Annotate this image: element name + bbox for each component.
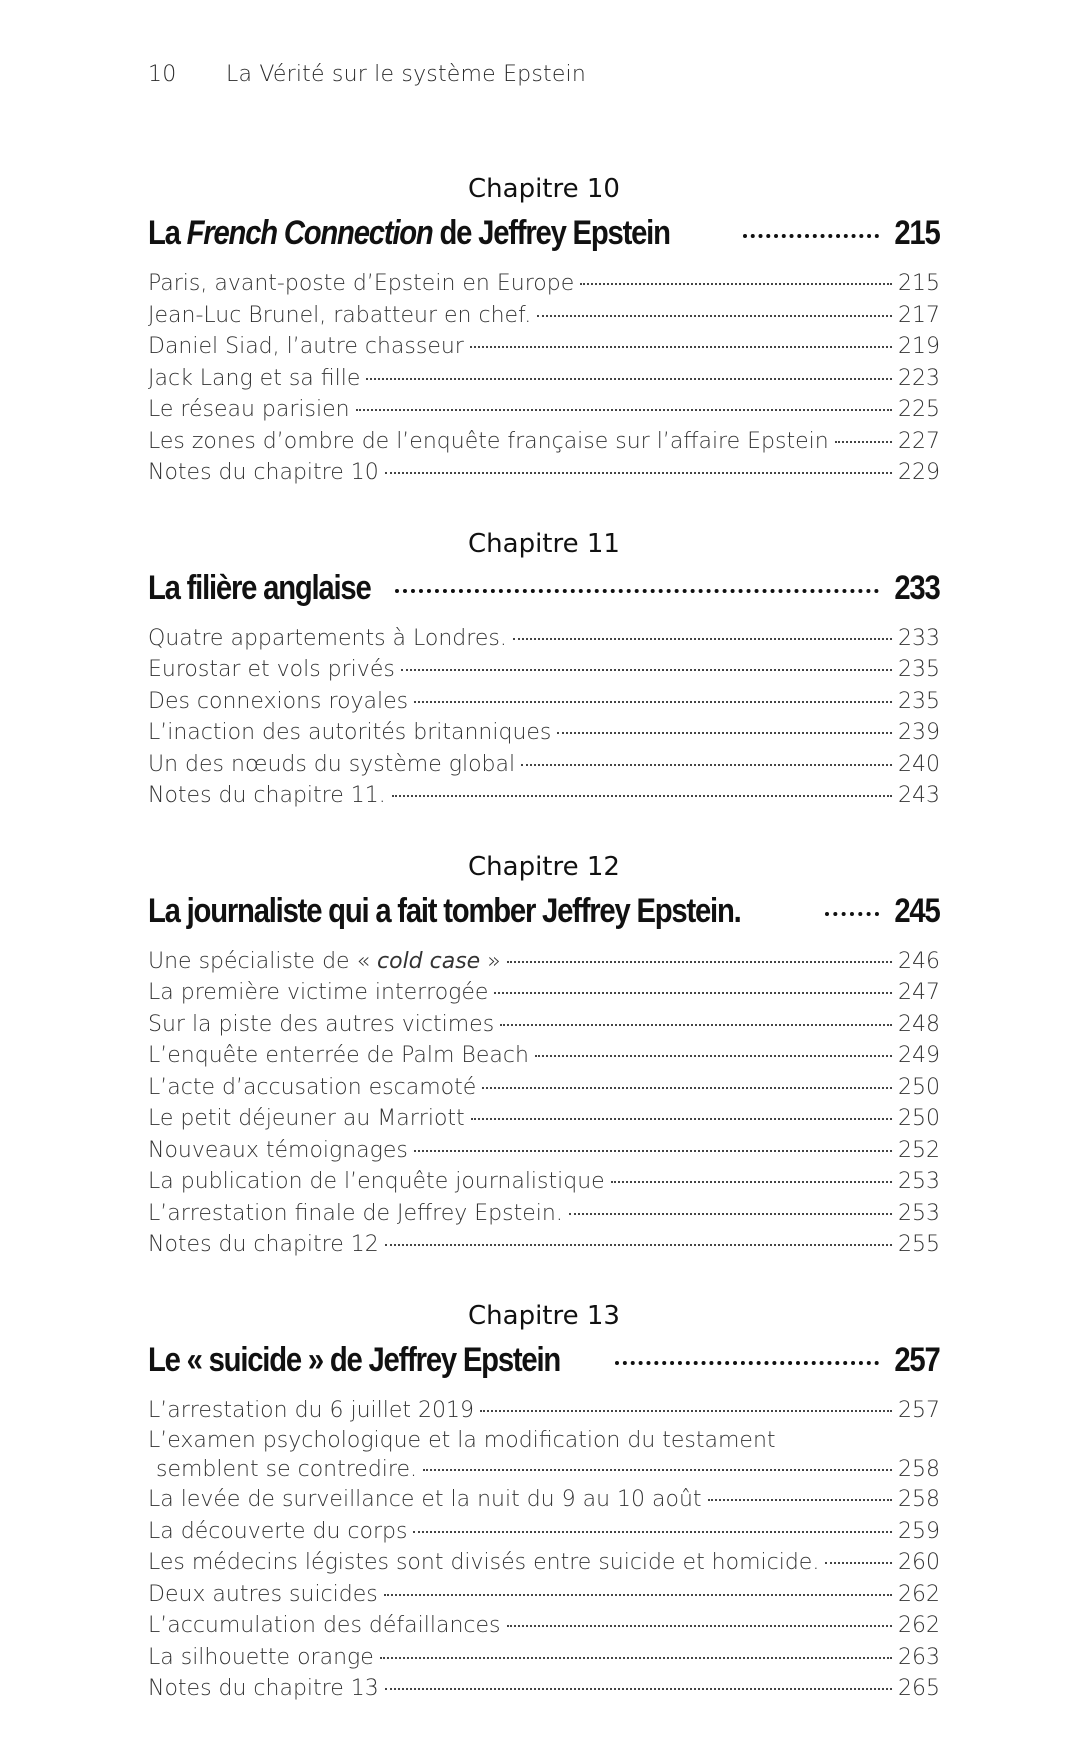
toc-entry[interactable] bbox=[148, 300, 940, 332]
dot-leader bbox=[615, 1361, 879, 1365]
chapter-title[interactable] bbox=[148, 208, 940, 258]
entry-page: 263 bbox=[898, 1644, 940, 1670]
entry-title: L’enquête enterrée de Palm Beach bbox=[148, 1043, 529, 1068]
running-header bbox=[148, 62, 586, 87]
dot-leader bbox=[385, 472, 892, 474]
dot-leader bbox=[507, 961, 892, 963]
entry-page: 257 bbox=[898, 1397, 940, 1423]
entry-page: 240 bbox=[898, 751, 940, 777]
toc-entry[interactable] bbox=[148, 1395, 940, 1427]
toc-entry[interactable] bbox=[148, 1547, 940, 1579]
chapter-title-text: La journaliste qui a fait tomber Jeffrey Epstein. bbox=[148, 891, 741, 930]
entry-page: 250 bbox=[898, 1074, 940, 1100]
entry-title: L’inaction des autorités britanniques bbox=[148, 720, 552, 745]
entry-title: L’examen psychologique et la modification du testament bbox=[148, 1428, 776, 1453]
dot-leader bbox=[835, 441, 892, 443]
chapter-page: 215 bbox=[894, 214, 940, 252]
dot-leader bbox=[395, 589, 880, 593]
chapter-label: Chapitre 13 bbox=[468, 1300, 620, 1331]
chapter-section bbox=[148, 1297, 940, 1705]
entry-page: 247 bbox=[898, 980, 940, 1005]
entry-title: Des connexions royales bbox=[148, 688, 409, 714]
entry-page: 249 bbox=[898, 1043, 940, 1068]
entry-title: Notes du chapitre 11. bbox=[148, 783, 386, 808]
dot-leader bbox=[356, 409, 892, 411]
chapter-label: Chapitre 12 bbox=[468, 851, 620, 882]
dot-leader bbox=[385, 1244, 892, 1246]
entry-page: 265 bbox=[898, 1676, 940, 1701]
entry-title: La découverte du corps bbox=[148, 1518, 408, 1544]
dot-leader bbox=[414, 1150, 892, 1152]
entry-title: L’accumulation des défaillances bbox=[148, 1613, 501, 1638]
toc-entry[interactable] bbox=[148, 749, 940, 781]
dot-leader bbox=[569, 1213, 892, 1215]
toc-entry[interactable] bbox=[148, 426, 940, 458]
entry-title-post: » bbox=[480, 948, 501, 974]
entry-title: La levée de surveillance et la nuit du 9 au 10 août bbox=[148, 1487, 702, 1512]
toc-entry[interactable] bbox=[148, 1135, 940, 1167]
entry-title: L’acte d’accusation escamoté bbox=[148, 1074, 477, 1100]
entry-page: 215 bbox=[898, 271, 940, 296]
entry-page: 235 bbox=[898, 657, 940, 682]
toc-entry[interactable] bbox=[148, 780, 940, 812]
entry-title-italic: cold case bbox=[377, 948, 481, 974]
chapter-label: Chapitre 10 bbox=[468, 174, 620, 204]
dot-leader bbox=[743, 234, 880, 238]
dot-leader bbox=[423, 1469, 892, 1471]
entry-page: 229 bbox=[898, 460, 940, 485]
chapter-title-text: Le « suicide » de Jeffrey Epstein bbox=[148, 1340, 561, 1379]
dot-leader bbox=[470, 346, 892, 348]
entry-title: Notes du chapitre 12 bbox=[148, 1232, 379, 1257]
dot-leader bbox=[825, 1562, 892, 1564]
toc-entry[interactable] bbox=[148, 1610, 940, 1642]
dot-leader bbox=[482, 1087, 892, 1089]
toc-entry[interactable] bbox=[148, 686, 940, 718]
toc-entry[interactable] bbox=[148, 1516, 940, 1548]
entry-page: 239 bbox=[898, 720, 940, 745]
toc-entry[interactable] bbox=[148, 1229, 940, 1261]
entry-title: Les zones d’ombre de l’enquête française sur l’affaire Epstein bbox=[148, 428, 829, 454]
chapter-section bbox=[148, 525, 940, 812]
dot-leader bbox=[392, 795, 892, 797]
entry-title: Daniel Siad, l’autre chasseur bbox=[148, 334, 464, 359]
toc-entry[interactable] bbox=[148, 1009, 940, 1041]
entry-title: Jack Lang et sa fille bbox=[148, 365, 361, 391]
dot-leader bbox=[380, 1657, 892, 1659]
toc-entry[interactable] bbox=[148, 623, 940, 655]
entry-title: Nouveaux témoignages bbox=[148, 1137, 408, 1163]
chapter-title-italic: French Connection bbox=[186, 214, 433, 252]
entry-title: Sur la piste des autres victimes bbox=[148, 1011, 495, 1037]
entry-page: 246 bbox=[898, 948, 940, 974]
dot-leader bbox=[611, 1181, 892, 1183]
toc-entry[interactable] bbox=[148, 1166, 940, 1198]
entry-title: Notes du chapitre 13 bbox=[148, 1676, 379, 1701]
dot-leader bbox=[537, 315, 892, 317]
dot-leader bbox=[414, 701, 892, 703]
dot-leader bbox=[557, 732, 892, 734]
entry-page: 217 bbox=[898, 302, 940, 328]
toc-entry[interactable] bbox=[148, 1484, 940, 1516]
toc-entry[interactable] bbox=[148, 394, 940, 426]
dot-leader bbox=[500, 1024, 892, 1026]
chapter-section bbox=[148, 848, 940, 1261]
table-of-contents bbox=[148, 170, 940, 1741]
dot-leader bbox=[535, 1055, 892, 1057]
toc-entry[interactable] bbox=[148, 457, 940, 489]
toc-entry[interactable] bbox=[148, 1072, 940, 1104]
toc-entry[interactable] bbox=[148, 717, 940, 749]
chapter-page: 233 bbox=[894, 568, 940, 607]
dot-leader bbox=[580, 283, 892, 285]
entry-page: 253 bbox=[898, 1200, 940, 1226]
chapter-label: Chapitre 11 bbox=[468, 528, 620, 559]
dot-leader bbox=[384, 1594, 892, 1596]
entry-title-pre: Une spécialiste de « bbox=[148, 948, 378, 974]
chapter-section bbox=[148, 170, 940, 489]
toc-entry[interactable] bbox=[148, 1673, 940, 1705]
entry-page: 243 bbox=[898, 783, 940, 808]
dot-leader bbox=[471, 1118, 892, 1120]
chapter-title[interactable] bbox=[148, 886, 940, 936]
dot-leader bbox=[401, 669, 892, 671]
toc-entry[interactable] bbox=[148, 268, 940, 300]
entry-title bbox=[148, 946, 501, 978]
chapter-page: 257 bbox=[894, 1340, 940, 1379]
entry-title: Jean-Luc Brunel, rabatteur en chef. bbox=[148, 302, 532, 328]
entry-page: 262 bbox=[898, 1581, 940, 1607]
dot-leader bbox=[494, 992, 892, 994]
dot-leader bbox=[507, 1625, 892, 1627]
entry-title: Deux autres suicides bbox=[148, 1581, 378, 1607]
toc-entry[interactable] bbox=[148, 1040, 940, 1072]
entry-page: 219 bbox=[898, 334, 940, 359]
chapter-title-text: La bbox=[148, 214, 187, 252]
entry-title-continued: semblent se contredire. bbox=[156, 1457, 417, 1482]
book-title: La Vérité sur le système Epstein bbox=[226, 62, 587, 87]
dot-leader bbox=[825, 912, 879, 916]
toc-entry[interactable] bbox=[148, 1198, 940, 1230]
dot-leader bbox=[521, 764, 892, 766]
entry-page: 262 bbox=[898, 1613, 940, 1638]
entry-page: 259 bbox=[898, 1518, 940, 1544]
entry-title: Les médecins légistes sont divisés entre suicide et homicide. bbox=[148, 1550, 820, 1575]
entry-title: Un des nœuds du système global bbox=[148, 751, 516, 777]
entry-page: 233 bbox=[898, 625, 940, 651]
dot-leader bbox=[708, 1499, 892, 1501]
toc-entry[interactable] bbox=[148, 363, 940, 395]
entry-page: 227 bbox=[898, 428, 940, 454]
dot-leader bbox=[413, 1531, 892, 1533]
entry-page: 258 bbox=[898, 1457, 940, 1482]
chapter-title[interactable] bbox=[148, 563, 940, 613]
entry-title: Le petit déjeuner au Marriott bbox=[148, 1106, 465, 1131]
entry-page: 260 bbox=[898, 1550, 940, 1575]
toc-entry[interactable] bbox=[148, 1579, 940, 1611]
entry-title: Quatre appartements à Londres. bbox=[148, 625, 507, 651]
toc-entry[interactable] bbox=[148, 1642, 940, 1674]
page-number: 10 bbox=[148, 62, 177, 87]
entry-title: La première victime interrogée bbox=[148, 980, 489, 1005]
entry-page: 250 bbox=[898, 1106, 940, 1131]
dot-leader bbox=[385, 1688, 892, 1690]
entry-title: La silhouette orange bbox=[148, 1644, 374, 1670]
entry-page: 223 bbox=[898, 365, 940, 391]
chapter-title-text-end: de Jeffrey Epstein bbox=[432, 214, 670, 252]
entry-page: 253 bbox=[898, 1169, 940, 1194]
chapter-page: 245 bbox=[894, 891, 940, 930]
entry-page: 225 bbox=[898, 397, 940, 422]
chapter-title-text: La filière anglaise bbox=[148, 568, 371, 607]
toc-entry[interactable] bbox=[148, 1103, 940, 1135]
toc-entry[interactable] bbox=[148, 946, 940, 978]
chapter-title[interactable] bbox=[148, 1335, 940, 1385]
entry-title: La publication de l’enquête journalistique bbox=[148, 1169, 605, 1194]
entry-page: 258 bbox=[898, 1487, 940, 1512]
entry-page: 248 bbox=[898, 1011, 940, 1037]
entry-page: 255 bbox=[898, 1232, 940, 1257]
entry-page: 252 bbox=[898, 1137, 940, 1163]
entry-title: L’arrestation finale de Jeffrey Epstein. bbox=[148, 1200, 563, 1226]
dot-leader bbox=[513, 638, 892, 640]
toc-entry[interactable] bbox=[148, 1426, 940, 1484]
entry-title: Notes du chapitre 10 bbox=[148, 460, 379, 485]
toc-entry[interactable] bbox=[148, 654, 940, 686]
toc-entry[interactable] bbox=[148, 977, 940, 1009]
entry-page: 235 bbox=[898, 688, 940, 714]
entry-title: Paris, avant-poste d’Epstein en Europe bbox=[148, 271, 575, 296]
dot-leader bbox=[366, 378, 892, 380]
entry-title: Le réseau parisien bbox=[148, 397, 350, 422]
toc-entry[interactable] bbox=[148, 331, 940, 363]
entry-title: Eurostar et vols privés bbox=[148, 657, 395, 682]
entry-title: L’arrestation du 6 juillet 2019 bbox=[148, 1397, 475, 1423]
dot-leader bbox=[480, 1410, 892, 1412]
